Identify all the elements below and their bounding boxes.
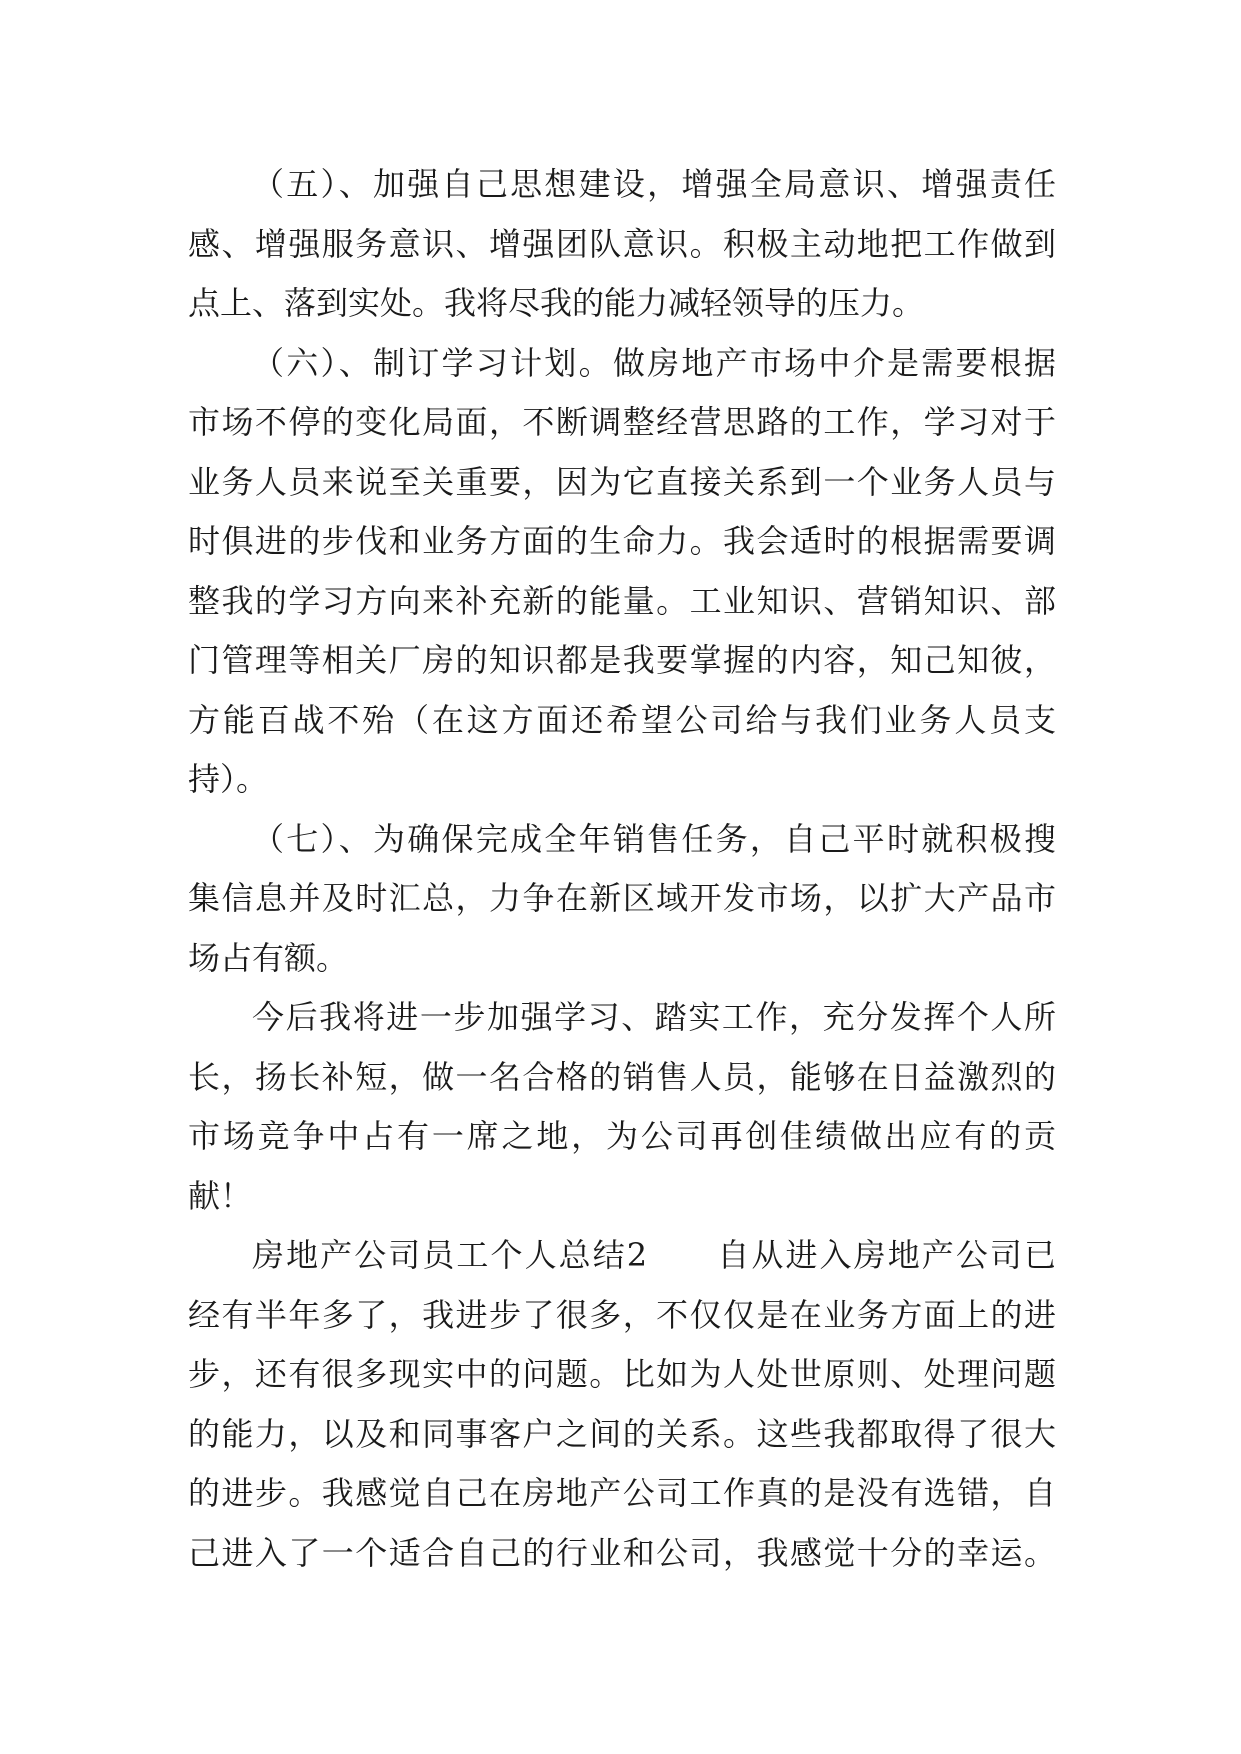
- text-line: 业务人员来说至关重要，因为它直接关系到一个业务人员与: [188, 462, 1056, 501]
- text-line: （五）、加强自己思想建设，增强全局意识、增强责任: [252, 165, 1056, 203]
- text-line: 的进步。我感觉自己在房地产公司工作真的是没有选错，自: [188, 1474, 1056, 1512]
- text-line: 献！: [188, 1176, 253, 1215]
- text-line: 市场竞争中占有一席之地，为公司再创佳绩做出应有的贡: [188, 1117, 1056, 1155]
- text-line: 的能力，以及和同事客户之间的关系。这些我都取得了很大: [188, 1414, 1056, 1453]
- paragraph-item-9: [188, 1226, 1056, 1583]
- text-line: （七）、为确保完成全年销售任务，自己平时就积极搜: [252, 819, 1056, 858]
- text-line: 经有半年多了，我进步了很多，不仅仅是在业务方面上的进: [188, 1295, 1056, 1334]
- text-line: 时俱进的步伐和业务方面的生命力。我会适时的根据需要调: [188, 522, 1056, 560]
- text-line: （六）、制订学习计划。做房地产市场中介是需要根据: [252, 343, 1056, 382]
- text-line: 市场不停的变化局面，不断调整经营思路的工作，学习对于: [188, 403, 1056, 441]
- text-line: 持）。: [188, 760, 269, 798]
- text-line: 长，扬长补短，做一名合格的销售人员，能够在日益激烈的: [188, 1057, 1056, 1096]
- document-body: [188, 155, 1056, 1583]
- text-line: 方能百战不殆（在这方面还希望公司给与我们业务人员支: [188, 700, 1056, 739]
- paragraph-item-5: [188, 155, 1056, 334]
- text-line: 己进入了一个适合自己的行业和公司，我感觉十分的幸运。: [188, 1533, 1056, 1572]
- text-line: 点上、落到实处。我将尽我的能力减轻领导的压力。: [188, 284, 925, 322]
- text-line: 房地产公司员工个人总结2 自从进入房地产公司已: [252, 1236, 1056, 1274]
- text-line: 今后我将进一步加强学习、踏实工作，充分发挥个人所: [252, 998, 1056, 1036]
- text-line: 集信息并及时汇总，力争在新区域开发市场，以扩大产品市: [188, 879, 1056, 917]
- text-line: 场占有额。: [188, 938, 349, 977]
- paragraph-item-8: [188, 988, 1056, 1226]
- paragraph-item-6: [188, 334, 1056, 810]
- paragraph-item-7: [188, 810, 1056, 989]
- text-line: 门管理等相关厂房的知识都是我要掌握的内容，知己知彼，: [188, 641, 1056, 679]
- text-line: 感、增强服务意识、增强团队意识。积极主动地把工作做到: [188, 224, 1056, 263]
- text-line: 整我的学习方向来补充新的能量。工业知识、营销知识、部: [188, 581, 1056, 620]
- text-line: 步，还有很多现实中的问题。比如为人处世原则、处理问题: [188, 1355, 1056, 1393]
